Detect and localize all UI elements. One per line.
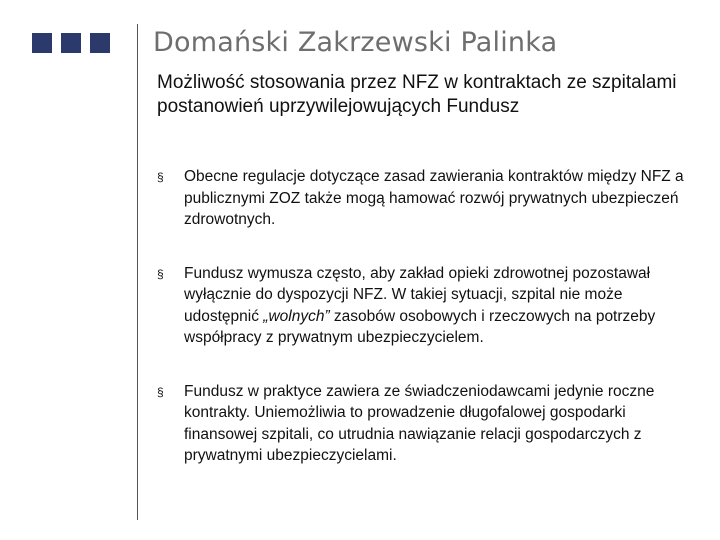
bullet-text-italic: „wolnych” (263, 307, 330, 325)
bullet-marker: § (157, 170, 164, 184)
bullet-text-part: Fundusz wymusza często, aby zakład opieki zdrowotnej pozostawał wyłącznie do dyspozycji NFZ. W takiej sytuacji, szpital nie może udostępnić (184, 264, 651, 325)
bullet-text (184, 263, 687, 349)
firm-name: Domański Zakrzewski Palinka (153, 27, 558, 58)
bullet-item (157, 263, 687, 349)
logo-square (90, 33, 110, 53)
logo-square (61, 33, 81, 53)
logo-squares (32, 33, 110, 53)
bullet-text: Obecne regulacje dotyczące zasad zawierania kontraktów między NFZ a publicznymi ZOZ także mogą hamować rozwój prywatnych ubezpieczeń zdrowotnych. (184, 168, 684, 228)
bullet-marker: § (157, 384, 164, 399)
bullet-text-part: zasobów osobowych i rzeczowych na potrzeby współpracy z prywatnym ubezpieczycielem. (184, 307, 656, 346)
bullet-item (157, 381, 687, 467)
slide-title: Możliwość stosowania przez NFZ w kontraktach ze szpitalami postanowień uprzywilejowujących Fundusz (157, 72, 677, 117)
bullet-item (157, 166, 687, 231)
vertical-divider (137, 24, 138, 520)
bullet-marker: § (157, 266, 164, 281)
bullet-list (157, 166, 687, 499)
logo-square (32, 33, 52, 53)
bullet-text: Fundusz w praktyce zawiera ze świadczeniodawcami jedynie roczne kontrakty. Uniemożliwia to prowadzenie długofalowej gospodarki finansowej szpitali, co utrudnia nawiązanie relacji gospodarczych z prywatnymi ubezpieczycielami. (184, 382, 655, 464)
